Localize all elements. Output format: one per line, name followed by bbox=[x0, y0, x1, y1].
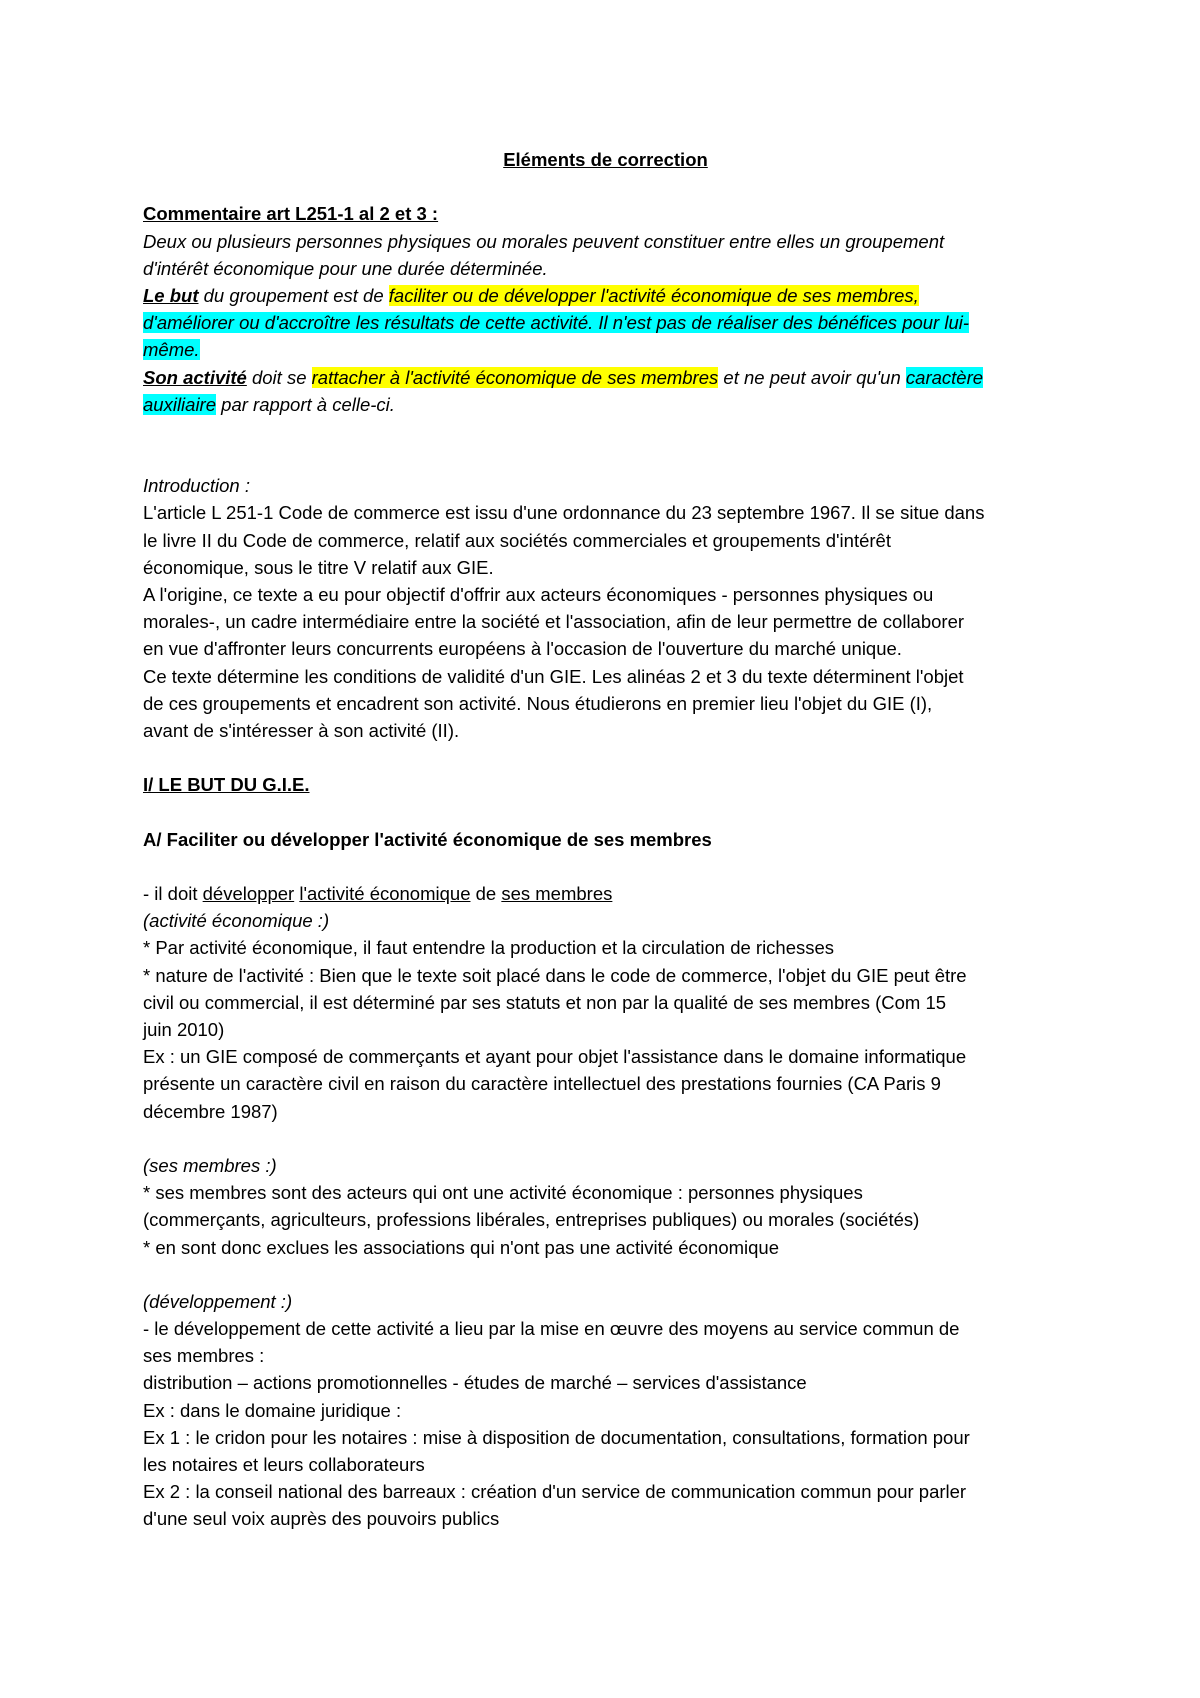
paragraph-line: Ex 1 : le cridon pour les notaires : mise à disposition de documentation, consultations, formation pour bbox=[143, 1426, 970, 1448]
paragraph-line: (commerçants, agriculteurs, professions libérales, entreprises publiques) ou morales (sociétés) bbox=[143, 1209, 920, 1231]
paragraph-line: Ex 2 : la conseil national des barreaux : création d'un service de communication commun pour parler bbox=[143, 1481, 967, 1503]
paragraph-line: avant de s'intéresser à son activité (II). bbox=[143, 719, 460, 741]
paragraph-line: distribution – actions promotionnelles - études de marché – services d'assistance bbox=[143, 1372, 807, 1394]
label-le-but: Le but bbox=[143, 284, 199, 306]
paragraph-line: * en sont donc exclues les associations qui n'ont pas une activité économique bbox=[143, 1236, 780, 1258]
commentary-line bbox=[143, 282, 1068, 309]
commentary-line: Deux ou plusieurs personnes physiques ou morales peuvent constituer entre elles un groupement bbox=[143, 230, 945, 252]
paragraph-line: le livre II du Code de commerce, relatif aux sociétés commerciales et groupements d'intérêt bbox=[143, 529, 891, 551]
paragraph-line: * ses membres sont des acteurs qui ont une activité économique : personnes physiques bbox=[143, 1182, 863, 1204]
label-son-activite: Son activité bbox=[143, 366, 247, 388]
page-title: Eléments de correction bbox=[503, 149, 708, 170]
paragraph-line: juin 2010) bbox=[143, 1019, 225, 1040]
paragraph-line: décembre 1987) bbox=[143, 1100, 278, 1122]
introduction-heading: Introduction : bbox=[143, 475, 250, 497]
commentary-line bbox=[143, 364, 1068, 391]
underlined-word: développer bbox=[202, 883, 295, 905]
paragraph-line: les notaires et leurs collaborateurs bbox=[143, 1454, 425, 1475]
paragraph-line: économique, sous le titre V relatif aux GIE. bbox=[143, 556, 494, 578]
commentary-line bbox=[143, 336, 1068, 363]
paragraph-line: Ce texte détermine les conditions de validité d'un GIE. Les alinéas 2 et 3 du texte déterminent l'objet bbox=[143, 665, 964, 687]
highlight-yellow: faciliter ou de développer l'activité économique de ses membres, bbox=[388, 284, 919, 306]
commentary-line: d'intérêt économique pour une durée déterminée. bbox=[143, 257, 548, 279]
commentary-heading: Commentaire art L251-1 al 2 et 3 : bbox=[143, 203, 439, 225]
subsection-heading: A/ Faciliter ou développer l'activité économique de ses membres bbox=[143, 828, 712, 850]
text-span: de bbox=[470, 883, 502, 905]
highlight-yellow: rattacher à l'activité économique de ses membres bbox=[311, 366, 719, 388]
highlight-cyan: auxiliaire bbox=[143, 393, 217, 415]
text-span: du groupement est de bbox=[198, 284, 389, 306]
sub-heading: (ses membres :) bbox=[143, 1154, 277, 1176]
document-body bbox=[143, 146, 1068, 1533]
paragraph-line: A l'origine, ce texte a eu pour objectif d'offrir aux acteurs économiques - personnes physiques ou bbox=[143, 584, 934, 605]
paragraph-line: * nature de l'activité : Bien que le texte soit placé dans le code de commerce, l'objet du GIE peut être bbox=[143, 964, 967, 986]
paragraph-line: en vue d'affronter leurs concurrents européens à l'occasion de l'ouverture du marché unique. bbox=[143, 638, 902, 660]
paragraph-line: Ex : un GIE composé de commerçants et ayant pour objet l'assistance dans le domaine informatique bbox=[143, 1046, 967, 1068]
underlined-word: l'activité économique bbox=[299, 883, 471, 905]
paragraph-line: morales-, un cadre intermédiaire entre la société et l'association, afin de leur permettre de collaborer bbox=[143, 611, 965, 633]
highlight-cyan: caractère bbox=[905, 366, 984, 388]
commentary-line bbox=[143, 391, 1068, 418]
text-span: - il doit bbox=[143, 883, 203, 905]
highlight-cyan: d'améliorer ou d'accroître les résultats de cette activité. Il n'est pas de réaliser des bénéfices pour lui- bbox=[143, 312, 970, 334]
underlined-word: ses membres bbox=[501, 883, 613, 905]
paragraph-line: ses membres : bbox=[143, 1345, 265, 1367]
paragraph-line: présente un caractère civil en raison du caractère intellectuel des prestations fournies (CA Paris 9 bbox=[143, 1073, 941, 1095]
paragraph-line bbox=[143, 880, 1068, 907]
text-span: doit se bbox=[246, 366, 312, 388]
paragraph-line: civil ou commercial, il est déterminé par ses statuts et non par la qualité de ses membres (Com 15 bbox=[143, 991, 947, 1013]
section-heading: I/ LE BUT DU G.I.E. bbox=[143, 774, 310, 796]
commentary-line bbox=[143, 309, 1068, 336]
paragraph-line: Ex : dans le domaine juridique : bbox=[143, 1399, 402, 1421]
text-span: par rapport à celle-ci. bbox=[216, 393, 395, 415]
highlight-cyan: même. bbox=[143, 339, 200, 361]
text-span: et ne peut avoir qu'un bbox=[718, 366, 906, 388]
sub-heading: (activité économique :) bbox=[143, 910, 330, 932]
paragraph-line: * Par activité économique, il faut entendre la production et la circulation de richesses bbox=[143, 937, 835, 959]
paragraph-line: L'article L 251-1 Code de commerce est issu d'une ordonnance du 23 septembre 1967. Il se situe dans bbox=[143, 502, 985, 524]
paragraph-line: - le développement de cette activité a lieu par la mise en œuvre des moyens au service commun de bbox=[143, 1318, 960, 1340]
paragraph-line: de ces groupements et encadrent son activité. Nous étudierons en premier lieu l'objet du GIE (I), bbox=[143, 692, 933, 714]
paragraph-line: d'une seul voix auprès des pouvoirs publics bbox=[143, 1508, 500, 1530]
sub-heading: (développement :) bbox=[143, 1290, 293, 1312]
